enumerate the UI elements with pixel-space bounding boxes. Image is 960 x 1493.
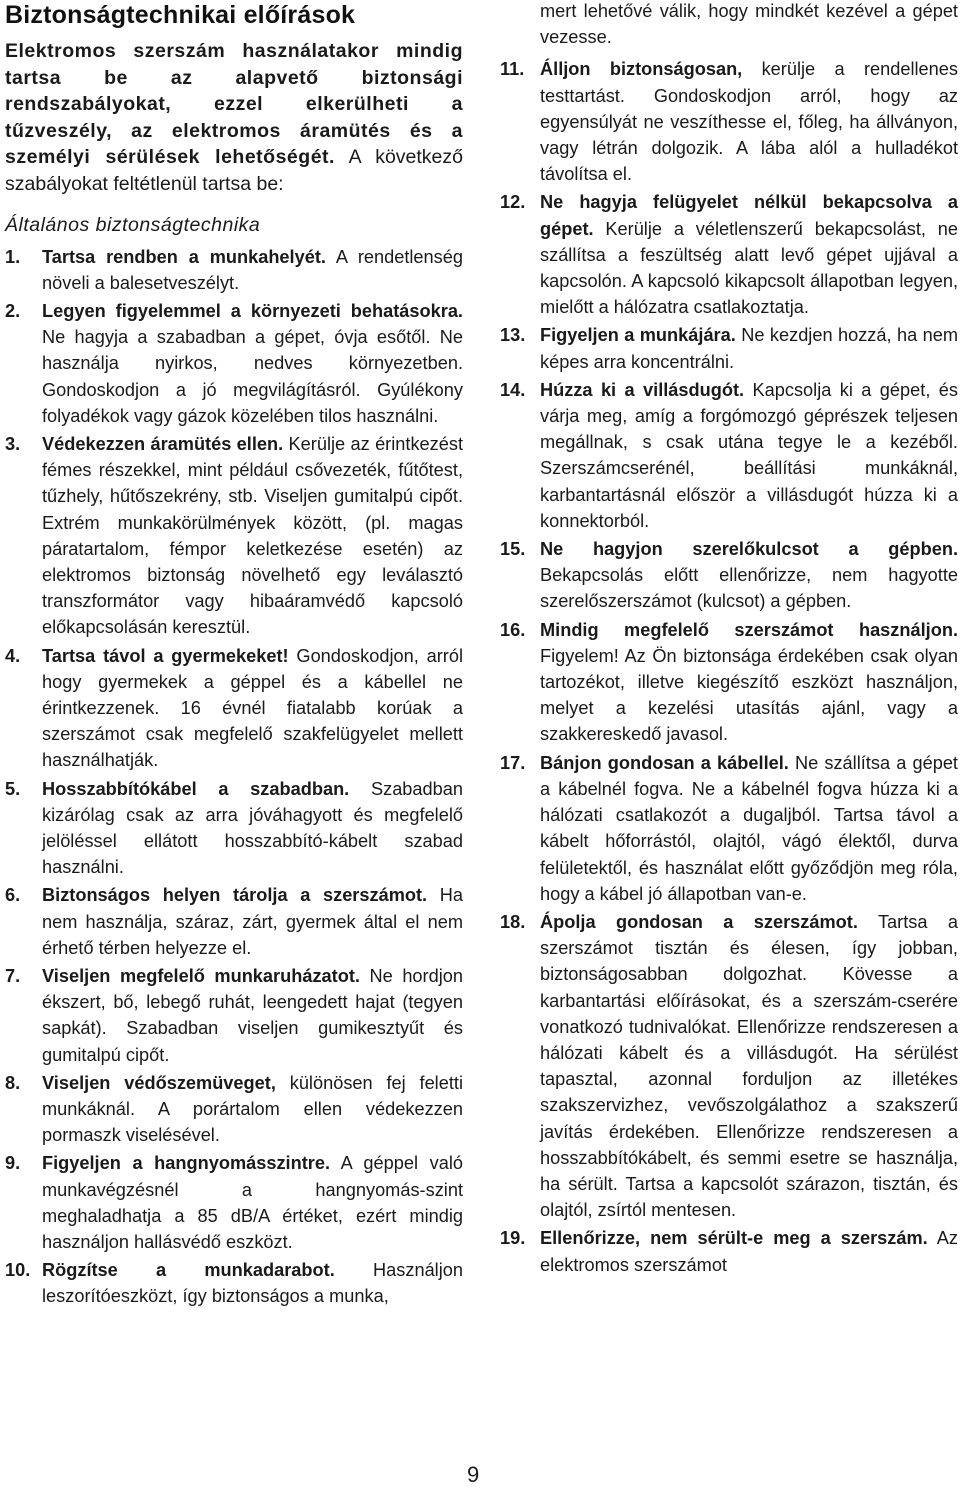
rule-heading: Rögzítse a munkadarabot. [42, 1260, 335, 1281]
rule-item [5, 882, 463, 961]
rule-item [500, 189, 958, 320]
rule-body: Kapcsolja ki a gépet, és várja meg, amíg a forgómozgó géprészek teljesen megállnak, s csak utána tegye le a kezéből. Szerszámcserénél, beállítási munkáknál, karbantartásnál először a villásdugót húzza ki a konnektorból. [540, 379, 958, 531]
rule-heading: Viseljen védőszemüveget, [42, 1072, 276, 1093]
rule-heading: Ellenőrizze, nem sérült-e meg a szerszám. [540, 1228, 928, 1249]
rule-number: 1. [5, 246, 21, 267]
rule-number: 13. [500, 325, 526, 346]
rule-heading: Ápolja gondosan a szerszámot. [540, 911, 858, 932]
rule-body: különösen fej feletti munkáknál. A porártalom ellen védekezzen pormaszk viselésével. [42, 1072, 463, 1146]
rule-heading: Legyen figyelemmel a környezeti behatásokra. [42, 300, 463, 321]
rule-item [500, 909, 958, 1223]
rule-item [5, 1070, 463, 1149]
rule-number: 8. [5, 1072, 21, 1093]
rule-item [500, 56, 958, 187]
rule-item [5, 963, 463, 1068]
rule-item [5, 1150, 463, 1255]
rule-body: Ne hordjon ékszert, bő, lebegő ruhát, leengedett hajat (tegyen sapkát). Szabadban viseljen gumikesztyűt és gumitalpú cipőt. [42, 966, 463, 1065]
rule-item [500, 750, 958, 907]
rule-heading: Ne hagyjon szerelőkulcsot a gépben. [540, 539, 958, 560]
rule-item [5, 431, 463, 641]
rule-body: Ne kezdjen hozzá, ha nem képes arra koncentrálni. [540, 325, 959, 372]
section-subheading: Általános biztonságtechnika [5, 213, 261, 236]
rule-heading: Álljon biztonságosan, [540, 59, 743, 80]
rule-body: Szabadban kizárólag csak az arra jóváhagyott és megfelelő jelöléssel ellátott hosszabbító-kábelt szabad használni. [42, 778, 463, 878]
rule-body: Az elektromos szerszámot [540, 1228, 958, 1275]
rule-heading: Tartsa távol a gyermekeket! [42, 645, 289, 666]
rule-heading: Hosszabbítókábel a szabadban. [42, 778, 350, 799]
page-title: Biztonságtechnikai előírások [5, 1, 356, 29]
right-column [500, 0, 958, 1280]
rule-number: 15. [500, 539, 526, 560]
rule-item [5, 1257, 463, 1309]
rule-body: Ha nem használja, száraz, zárt, gyermek által el nem érhető térben helyezze el. [42, 885, 463, 958]
rule-item [5, 298, 463, 429]
rule-heading: Viseljen megfelelő munkaruházatot. [42, 966, 360, 987]
rule-number: 2. [5, 300, 21, 321]
rule-heading: Figyeljen a hangnyomásszintre. [42, 1153, 331, 1174]
rule-number: 9. [5, 1153, 21, 1174]
rule-body: A rendetlenség növeli a balesetveszélyt. [42, 246, 463, 293]
rule-item [500, 536, 958, 615]
rule-number: 17. [500, 752, 526, 773]
left-column [5, 0, 463, 1312]
rule-item [500, 1225, 958, 1277]
continued-text: mert lehetővé válik, hogy mindkét kezével a gépet vezesse. [540, 1, 958, 48]
rule-number: 7. [5, 966, 21, 987]
rule-number: 6. [5, 885, 21, 906]
rule-item [5, 643, 463, 774]
rule-number: 16. [500, 619, 526, 640]
rule-number: 14. [500, 379, 526, 400]
rule-body: Ne szállítsa a gépet a kábelnél fogva. Ne a kábelnél fogva húzza ki a hálózati csatlakozót a dugaljból. Tartsa távol a kábelt hőforrástól, olajtól, vágó élektől, durva felületektől, és használat előtt győződjön meg róla, hogy a kábel jó állapotban van-e. [540, 752, 958, 904]
intro-bold-text: Elektromos szerszám használatakor mindig tartsa be az alapvető biztonsági rendszabályokat, ezzel elkerülheti a tűzveszély, az elektromos áramütés és a személyi sérülések lehetőségét. [5, 40, 463, 169]
rule-number: 18. [500, 911, 526, 932]
rule-heading: Figyeljen a munkájára. [540, 325, 736, 346]
rule-heading: Tartsa rendben a munkahelyét. [42, 246, 326, 267]
rule-body: Kerülje a véletlenszerű bekapcsolást, ne szállítsa a feszültség alatt levő gépet ujjával a kapcsolón. A kapcsoló kikapcsolt állapotban legyen, mielőtt a hálózatra csatlakoztatja. [540, 218, 958, 318]
right-rules-list [500, 56, 958, 1277]
rule-number: 12. [500, 192, 526, 213]
left-rules-list [5, 244, 463, 1310]
rule-item [5, 244, 463, 296]
rule-heading: Ne hagyja felügyelet nélkül bekapcsolva a gépet. [540, 192, 958, 239]
page-number: 9 [467, 1462, 480, 1487]
rule-item [500, 617, 958, 748]
intro-paragraph [5, 38, 463, 198]
rule-body: Figyelem! Az Ön biztonsága érdekében csak olyan tartozékot, illetve kiegészítő eszközt használjon, melyet a kezelési utasítás ajánl, vagy a szakkereskedő javasol. [540, 645, 958, 745]
rule-heading: Védekezzen áramütés ellen. [42, 433, 284, 454]
rule-number: 11. [500, 59, 525, 80]
rule-number: 5. [5, 778, 21, 799]
intro-rest-text: A következő szabályokat feltétlenül tartsa be: [5, 146, 463, 195]
rule-number: 4. [5, 645, 21, 666]
rule-body: Gondoskodjon, arról hogy gyermekek a géppel és a kábellel ne érintkezzenek. 16 évnél fiatalabb korúak a szerszámot csak megfelelő szakfelügyelet mellett használhatják. [42, 645, 463, 771]
rule-heading: Húzza ki a villásdugót. [540, 379, 745, 400]
rule-body: Ne hagyja a szabadban a gépet, óvja esőtől. Ne használja nyirkos, nedves környezetben. Gondoskodjon a jó megvilágításról. Gyúlékony folyadékok vagy gázok közelében tilos használni. [42, 327, 463, 426]
rule-heading: Mindig megfelelő szerszámot használjon. [540, 619, 958, 640]
rule-body: Bekapcsolás előtt ellenőrizze, nem hagyotte szerelőszerszámot (kulcsot) a gépben. [540, 565, 958, 612]
rule-body: Használjon leszorítóeszközt, így biztonságos a munka, [42, 1260, 463, 1307]
rule-heading: Bánjon gondosan a kábellel. [540, 752, 789, 773]
rule-item [500, 377, 958, 534]
rule-item [500, 322, 958, 374]
rule-heading: Biztonságos helyen tárolja a szerszámot. [42, 885, 428, 906]
rule-body: A géppel való munkavégzésnél a hangnyomás-szint meghaladhatja a 85 dB/A értéket, ezért mindig használjon hallásvédő eszközt. [42, 1153, 463, 1253]
rule-body: kerülje a rendellenes testtartást. Gondoskodjon arról, hogy az egyensúlyát ne veszíthesse el, főleg, ha állványon, vagy létrán dolgozik. A lába alól a hulladékot távolítsa el. [540, 59, 958, 185]
rule-body: Kerülje az érintkezést fémes részekkel, mint például csővezeték, fűtőtest, tűzhely, hűtőszekrény, stb. Viseljen gumitalpú cipőt. Extrém munkakörülmények között, (pl. magas páratartalom, fémpor keletkezése esetén) az elektromos biztonság növelhető egy leválasztó transzformátor vagy hibaáramvédő kapcsoló előkapcsolásán keresztül. [42, 433, 464, 638]
rule-number: 10. [5, 1260, 31, 1281]
rule-number: 19. [500, 1228, 526, 1249]
rule-item [5, 776, 463, 881]
rule-number: 3. [5, 433, 21, 454]
rule-body: Tartsa a szerszámot tisztán és élesen, így jobban, biztonságosabban dolgozhat. Kövesse a karbantartási előírásokat, és a szerszám-cserére vonatkozó tudnivalókat. Ellenőrizze rendszeresen a hálózati kábelt és a villásdugót. Ha sérülést tapasztal, azonnal forduljon az illetékes szakszervizhez, vevőszolgálathoz a szakszerű javítás érdekében. Ellenőrizze rendszeresen a hosszabbítókábelt, és semmi esetre se használja, ha sérült. Tartsa a kapcsolót szárazon, tisztán, és olajtól, zsírtól mentesen. [540, 911, 959, 1221]
